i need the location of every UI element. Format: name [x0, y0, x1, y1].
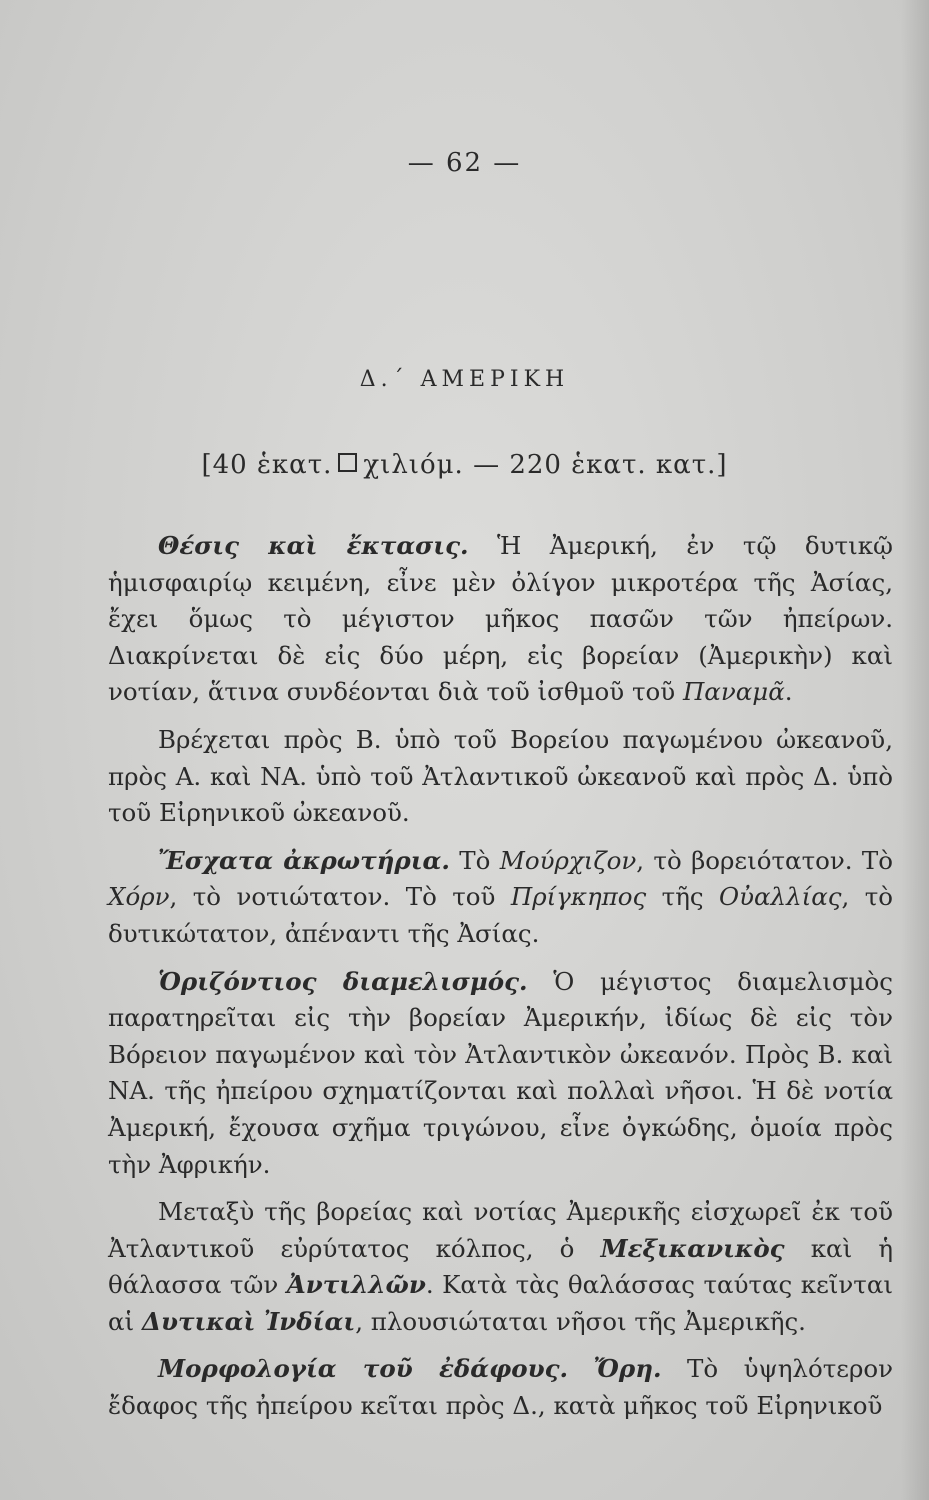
subheading-mountains: Ὄρη. — [593, 1354, 662, 1384]
page-number: — 62 — — [407, 148, 522, 178]
paragraph-morphology — [108, 1351, 893, 1424]
paragraph-text: καὶ ἡ θάλασσα τῶν — [108, 1233, 893, 1300]
place-wales: Οὐαλλίας — [719, 882, 842, 912]
paragraph-text: . — [784, 677, 793, 707]
paragraph-text: Τὸ ὑψηλότερον ἔδαφος τῆς ἠπείρου κεῖται πρὸς Δ., κατὰ μῆκος τοῦ Εἰρηνικοῦ — [108, 1354, 893, 1421]
paragraph-text: Τὸ — [449, 845, 500, 875]
area-population-line — [0, 450, 929, 480]
area-prefix: [40 ἑκατ. — [201, 450, 333, 480]
area-suffix: χιλιόμ. — 220 ἑκατ. κατ.] — [363, 450, 728, 480]
paragraph-text: Ἡ Ἀμερική, ἐν τῷ δυτικῷ ἡμισφαιρίῳ κειμένη, εἶνε μὲν ὀλίγον μικροτέρα τῆς Ἀσίας, ἔχει ὅμως τὸ μέγιστον μῆκος πασῶν τῶν ἠπείρων. Διακρίνεται δὲ εἰς δύο μέρη, εἰς βορείαν (Ἀμερικὴν) καὶ νοτίαν, ἅτινα συνδέονται διὰ τοῦ ἰσθμοῦ τοῦ — [108, 531, 893, 707]
paragraph-text: , τὸ δυτικώτατον, ἀπέναντι τῆς Ἀσίας. — [108, 882, 894, 948]
paragraph-position-extent — [108, 528, 893, 711]
paragraph-text: , πλουσιώταται νῆσοι τῆς Ἀμερικῆς. — [355, 1306, 806, 1336]
place-west-indies: Δυτικαὶ Ἰνδίαι — [141, 1306, 356, 1336]
section-heading-coastline: Ὁριζόντιος διαμελισμός. — [158, 966, 528, 996]
square-symbol-icon — [338, 453, 357, 472]
paragraph-text: Ὁ μέγιστος διαμελισμὸς παρατηρεῖται εἰς τὴν βορείαν Ἀμερικήν, ἰδίως δὲ εἰς τὸν Βόρειον παγωμένον καὶ τὸν Ἀτλαντικὸν ὠκεανόν. Πρὸς Β. καὶ ΝΑ. τῆς ἠπείρου σχηματίζονται καὶ πολλαὶ νῆσοι. Ἡ δὲ νοτία Ἀμερική, ἔχουσα σχῆμα τριγώνου, εἶνε ὀγκώδης, ὁμοία πρὸς τὴν Ἀφρικήν. — [108, 966, 893, 1179]
paragraph-text: . Κατὰ τὰς θαλάσσας ταύτας κεῖνται αἱ — [108, 1270, 893, 1336]
section-heading-morphology: Μορφολογία τοῦ ἐδάφους. — [158, 1354, 569, 1384]
page-edge-shadow — [901, 0, 929, 1500]
paragraph-text: , τὸ νοτιώτατον. Τὸ τοῦ — [169, 882, 511, 912]
place-horn: Χόρν — [108, 882, 170, 912]
place-prince: Πρίγκηπος — [510, 882, 647, 912]
section-heading-position: Θέσις καὶ ἔκτασις. — [158, 531, 469, 560]
body-text — [108, 528, 893, 1425]
paragraph-coastline — [108, 964, 893, 1184]
section-heading-capes: Ἔσχατα ἀκρωτήρια. — [158, 845, 450, 875]
paragraph-oceans: Βρέχεται πρὸς Β. ὑπὸ τοῦ Βορείου παγωμένου ὠκεανοῦ, πρὸς Α. καὶ ΝΑ. ὑπὸ τοῦ Ἀτλαντικοῦ ὠκεανοῦ καὶ πρὸς Δ. ὑπὸ τοῦ Εἰρηνικοῦ ὠκεανοῦ. — [108, 724, 893, 828]
place-murchison: Μούρχιζον — [499, 845, 637, 875]
paragraph-text: τῆς — [646, 882, 720, 912]
place-panama: Παναμᾶ — [682, 677, 785, 707]
paragraph-text: Μεταξὺ τῆς βορείας καὶ νοτίας Ἀμερικῆς εἰσχωρεῖ ἐκ τοῦ Ἀτλαντικοῦ εὐρύτατος κόλπος, ὁ — [108, 1197, 893, 1263]
paragraph-capes — [108, 843, 893, 953]
paragraph-gulf — [108, 1194, 893, 1340]
paragraph-text: , τὸ βορειότατον. Τὸ — [636, 845, 894, 875]
chapter-title: Δ.΄ ΑΜΕΡΙΚΗ — [359, 367, 570, 392]
place-antilles: Ἀντιλλῶν — [286, 1270, 426, 1300]
place-mexican-gulf: Μεξικανικὸς — [600, 1233, 785, 1263]
